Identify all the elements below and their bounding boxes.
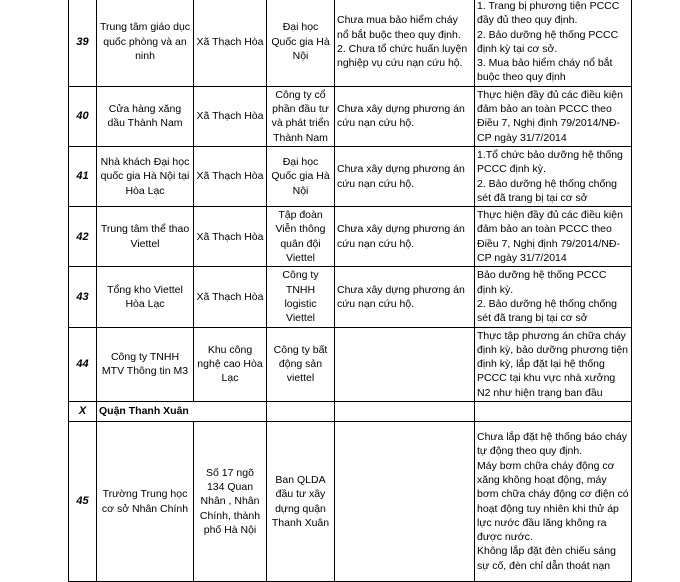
violations-cell <box>335 146 475 206</box>
remedies-cell <box>475 422 632 582</box>
facility-name: Trung tâm giáo dục quốc phòng và an ninh <box>97 0 194 86</box>
facility-name: Cửa hàng xăng dầu Thành Nam <box>97 86 194 146</box>
violations-cell <box>335 267 475 327</box>
row-number: 40 <box>69 86 97 146</box>
violation-text: Chưa xây dựng phương án cứu nạn cứu hộ. <box>337 223 465 250</box>
row-number: 39 <box>69 0 97 86</box>
remedy-text: 3. Mua bảo hiểm cháy nổ bắt buộc theo quy định <box>477 57 613 84</box>
facility-name: Trung tâm thể thao Viettel <box>97 207 194 267</box>
remedy-text: Thực hiện đầy đủ các điều kiện đảm bảo an toàn PCCC theo Điều 7, Nghị định 79/2014/NĐ-CP ngày 31/7/2014 <box>477 88 623 144</box>
remedy-text: Thực tập phương án chữa cháy định kỳ, bảo dưỡng phương tiện định kỳ, lắp đặt lại hệ thống PCCC tại khu vực nhà xưởng N2 như hiện trạng ban đầu <box>477 329 629 399</box>
facility-name: Trường Trung học cơ sở Nhân Chính <box>97 422 194 582</box>
managing-unit: Ban QLDA đầu tư xây dựng quận Thanh Xuân <box>267 422 335 582</box>
facility-address: Xã Thạch Hòa <box>194 267 267 327</box>
facility-address: Xã Thạch Hòa <box>194 86 267 146</box>
remedies-cell <box>475 207 632 267</box>
facility-address: Số 17 ngõ 134 Quan Nhân , Nhân Chính, thành phố Hà Nội <box>194 422 267 582</box>
table-row <box>69 422 632 582</box>
violation-text: Chưa mua bảo hiểm cháy nổ bắt buộc theo quy định. <box>337 14 461 41</box>
row-number: 44 <box>69 327 97 401</box>
facility-name: Tổng kho Viettel Hòa Lạc <box>97 267 194 327</box>
facility-address: Khu công nghệ cao Hòa Lạc <box>194 327 267 401</box>
table-row <box>69 86 632 146</box>
remedies-cell <box>475 0 632 86</box>
facility-address: Xã Thạch Hòa <box>194 207 267 267</box>
table-row <box>69 327 632 401</box>
violations-cell <box>335 207 475 267</box>
table-row <box>69 0 632 86</box>
violations-cell <box>335 327 475 401</box>
managing-unit: Công ty TNHH logistic Viettel <box>267 267 335 327</box>
remedy-text: 2. Bảo dưỡng hệ thống chống sét đã trang bị tại cơ sở <box>477 177 618 204</box>
remedy-text: Không lắp đặt đèn chiếu sáng sự cố, đèn chỉ dẫn thoát nạn <box>477 545 616 572</box>
fire-safety-table <box>68 0 632 582</box>
facility-name: Nhà khách Đại học quốc gia Hà Nội tại Hòa Lạc <box>97 146 194 206</box>
violation-text: Chưa xây dựng phương án cứu nạn cứu hộ. <box>337 103 465 130</box>
remedy-text: Thực hiện đầy đủ các điều kiện đảm bảo an toàn PCCC theo Điều 7, Nghị định 79/2014/NĐ-CP ngày 31/7/2014 <box>477 209 623 265</box>
managing-unit: Tập đoàn Viễn thông quân đội Viettel <box>267 207 335 267</box>
table-row <box>69 207 632 267</box>
table-row <box>69 146 632 206</box>
remedies-cell <box>475 267 632 327</box>
facility-name: Công ty TNHH MTV Thông tin M3 <box>97 327 194 401</box>
violations-cell <box>335 422 475 582</box>
remedies-cell <box>475 86 632 146</box>
violation-text: 2. Chưa tổ chức huấn luyện nghiệp vụ cứu nạn cứu hộ. <box>337 42 468 70</box>
section-title: Quận Thanh Xuân <box>97 402 267 422</box>
remedy-text: 1.Tổ chức bảo dưỡng hệ thống PCCC định kỳ. <box>477 148 623 176</box>
violations-cell <box>335 0 475 86</box>
violations-cell <box>335 86 475 146</box>
section-number: X <box>69 402 97 422</box>
facility-address: Xã Thạch Hòa <box>194 146 267 206</box>
facility-address: Xã Thạch Hòa <box>194 0 267 86</box>
table-row <box>69 267 632 327</box>
remedy-text: 2. Bảo dưỡng hệ thống chống sét đã trang bị tại cơ sở <box>477 297 618 325</box>
row-number: 43 <box>69 267 97 327</box>
violation-text: Chưa xây dựng phương án cứu nạn cứu hộ. <box>337 163 465 190</box>
row-number: 45 <box>69 422 97 582</box>
remedy-text: Máy bơm chữa cháy động cơ xăng không hoạt động, máy bơm chữa cháy động cơ điện có hoạt động tuy nhiên khi thử áp lực nước đầu lăng không ra được nước. <box>477 459 629 544</box>
section-row <box>69 402 632 422</box>
row-number: 41 <box>69 146 97 206</box>
violation-text: Chưa xây dựng phương án cứu nạn cứu hộ. <box>337 283 465 310</box>
managing-unit: Công ty bất động sản viettel <box>267 327 335 401</box>
remedy-text: 1. Trang bị phương tiện PCCC đầy đủ theo quy định. <box>477 0 620 27</box>
remedy-text: Chưa lắp đặt hệ thống báo cháy tự động theo quy định. <box>477 431 628 458</box>
remedies-cell <box>475 327 632 401</box>
managing-unit: Đại học Quốc gia Hà Nội <box>267 0 335 86</box>
remedy-text: 2. Bảo dưỡng hệ thống PCCC định kỳ tại cơ sở. <box>477 28 619 55</box>
row-number: 42 <box>69 207 97 267</box>
managing-unit: Đại học Quốc gia Hà Nội <box>267 146 335 206</box>
remedies-cell <box>475 146 632 206</box>
managing-unit: Công ty cổ phần đầu tư và phát triển Thành Nam <box>267 86 335 146</box>
remedy-text: Bảo dưỡng hệ thống PCCC định kỳ. <box>477 269 607 296</box>
